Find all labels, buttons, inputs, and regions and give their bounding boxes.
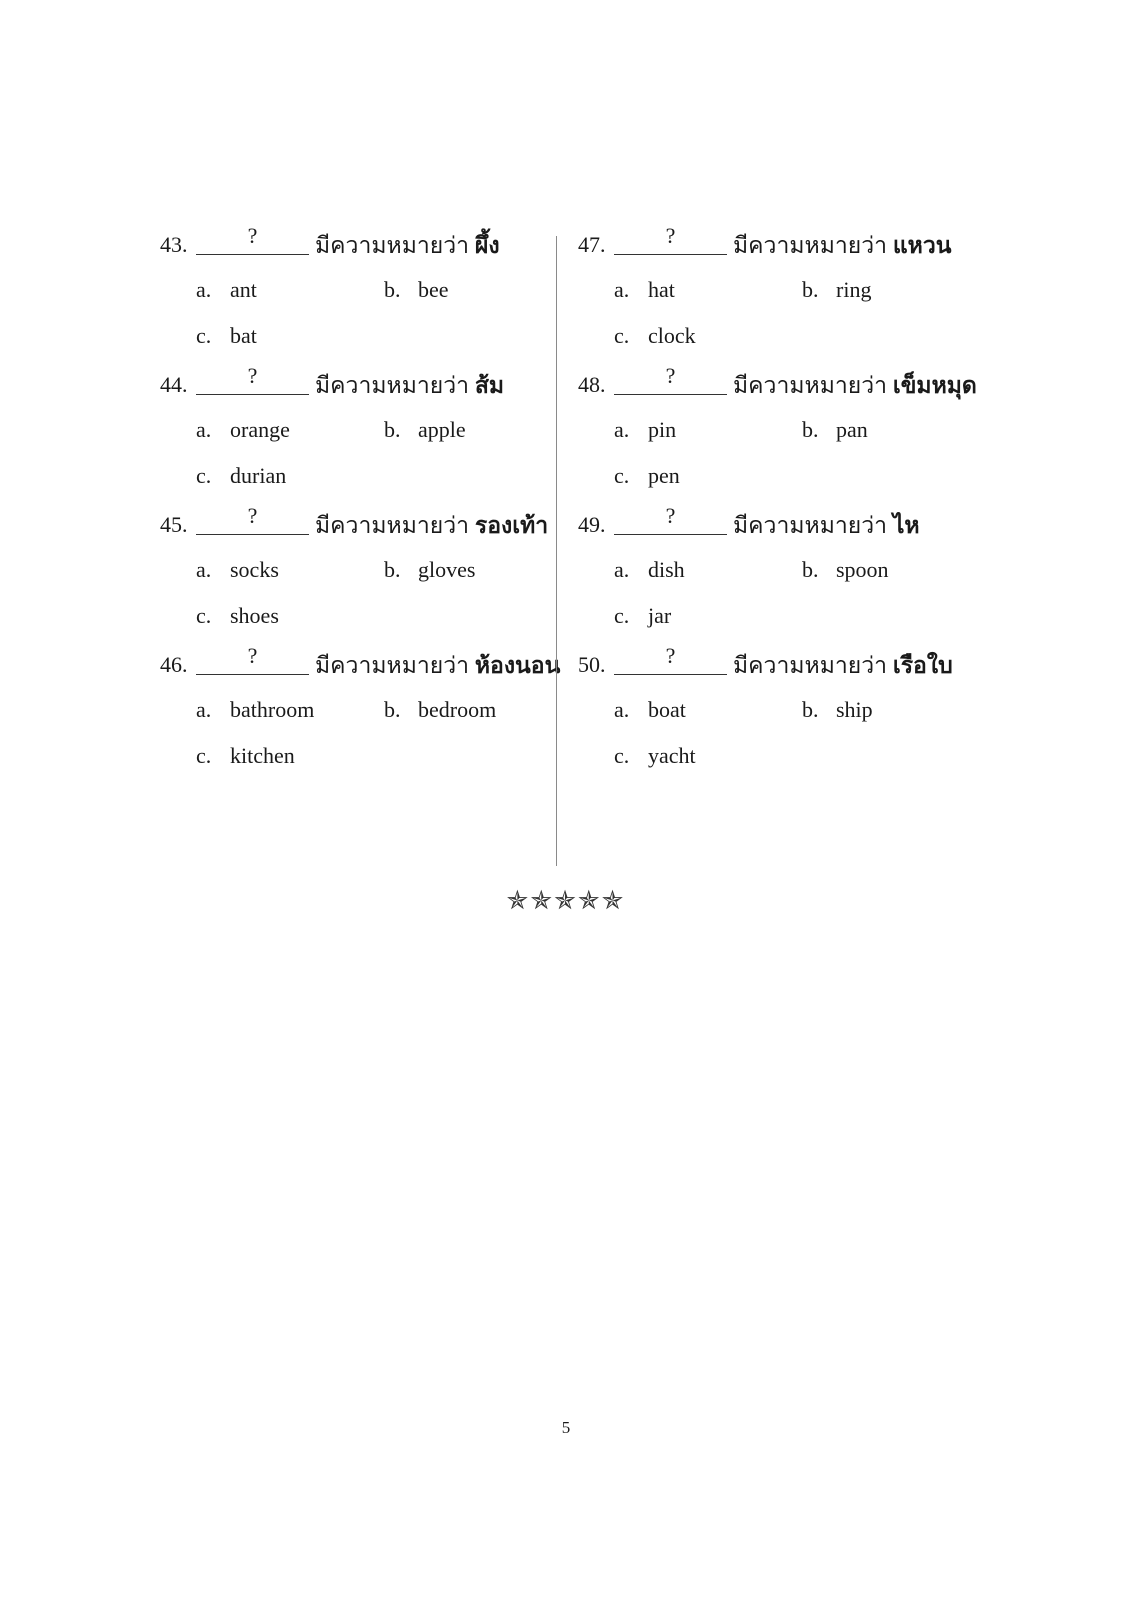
question-49: [578, 504, 978, 644]
option-letter: b.: [802, 277, 819, 302]
option-letter: c.: [196, 463, 212, 488]
option-letter: b.: [802, 417, 819, 442]
option-text: apple: [418, 417, 466, 442]
option-text: ring: [836, 277, 872, 302]
thai-word: เข็มหมุด: [892, 373, 977, 398]
option-b[interactable]: [384, 557, 475, 583]
option-b[interactable]: [802, 697, 873, 723]
option-c[interactable]: [614, 323, 696, 349]
option-text: durian: [230, 463, 287, 488]
meaning-phrase: มีความหมายว่า: [733, 513, 888, 538]
option-text: ant: [230, 277, 257, 302]
option-text: shoes: [230, 603, 279, 628]
thai-word: รองเท้า: [474, 513, 549, 538]
option-letter: a.: [614, 557, 630, 582]
answer-blank[interactable]: ?: [614, 644, 727, 675]
meaning-phrase: มีความหมายว่า: [733, 233, 888, 258]
question-meaning: [315, 508, 548, 544]
question-meaning: [733, 648, 953, 684]
option-c[interactable]: [196, 323, 257, 349]
thai-word: ไห: [892, 513, 920, 538]
question-meaning: [733, 228, 951, 264]
option-text: gloves: [418, 557, 476, 582]
thai-word: ส้ม: [474, 373, 505, 398]
answer-blank[interactable]: ?: [614, 224, 727, 255]
option-letter: c.: [196, 323, 212, 348]
option-b[interactable]: [384, 417, 466, 443]
answer-blank[interactable]: ?: [196, 504, 309, 535]
option-letter: b.: [384, 417, 401, 442]
answer-blank[interactable]: ?: [196, 224, 309, 255]
left-question-column: [160, 224, 560, 784]
option-text: spoon: [836, 557, 889, 582]
question-meaning: [315, 228, 500, 264]
option-letter: a.: [196, 417, 212, 442]
option-text: kitchen: [230, 743, 295, 768]
option-text: orange: [230, 417, 290, 442]
question-43: [160, 224, 560, 364]
question-44: [160, 364, 560, 504]
question-meaning: [315, 368, 504, 404]
meaning-phrase: มีความหมายว่า: [315, 653, 470, 678]
option-letter: b.: [384, 557, 401, 582]
option-a[interactable]: [196, 277, 257, 303]
option-text: pan: [836, 417, 868, 442]
option-text: bee: [418, 277, 449, 302]
option-c[interactable]: [196, 463, 286, 489]
answer-blank[interactable]: ?: [196, 644, 309, 675]
option-c[interactable]: [614, 603, 671, 629]
option-text: jar: [648, 603, 672, 628]
option-b[interactable]: [802, 417, 868, 443]
question-48: [578, 364, 978, 504]
question-47: [578, 224, 978, 364]
question-meaning: [315, 648, 560, 684]
option-letter: c.: [614, 603, 630, 628]
option-a[interactable]: [614, 557, 685, 583]
option-letter: c.: [614, 463, 630, 488]
option-letter: a.: [614, 417, 630, 442]
option-c[interactable]: [196, 743, 295, 769]
option-a[interactable]: [614, 417, 676, 443]
option-a[interactable]: [196, 417, 290, 443]
option-text: dish: [648, 557, 685, 582]
option-b[interactable]: [384, 277, 449, 303]
question-number: 44.: [160, 372, 188, 397]
option-letter: c.: [196, 743, 212, 768]
option-b[interactable]: [384, 697, 496, 723]
option-text: pin: [648, 417, 677, 442]
meaning-phrase: มีความหมายว่า: [315, 373, 470, 398]
option-letter: b.: [384, 697, 401, 722]
option-letter: a.: [196, 277, 212, 302]
option-c[interactable]: [614, 743, 696, 769]
question-number: 47.: [578, 232, 606, 257]
question-number: 50.: [578, 652, 606, 677]
answer-blank[interactable]: ?: [196, 364, 309, 395]
option-letter: a.: [614, 277, 630, 302]
option-text: hat: [648, 277, 675, 302]
option-letter: a.: [196, 557, 212, 582]
option-a[interactable]: [614, 697, 686, 723]
option-letter: b.: [802, 557, 819, 582]
option-a[interactable]: [614, 277, 675, 303]
option-text: bathroom: [230, 697, 315, 722]
option-text: bat: [230, 323, 257, 348]
option-text: clock: [648, 323, 696, 348]
question-number: 43.: [160, 232, 188, 257]
question-number: 48.: [578, 372, 606, 397]
question-number: 49.: [578, 512, 606, 537]
star-separator-icon: ✯✯✯✯✯: [506, 886, 626, 916]
option-text: yacht: [648, 743, 696, 768]
option-text: bedroom: [418, 697, 497, 722]
column-divider: [556, 236, 557, 866]
meaning-phrase: มีความหมายว่า: [315, 233, 470, 258]
page-number: 5: [561, 1418, 571, 1437]
meaning-phrase: มีความหมายว่า: [315, 513, 470, 538]
option-b[interactable]: [802, 557, 889, 583]
question-45: [160, 504, 560, 644]
option-c[interactable]: [614, 463, 680, 489]
right-question-column: [578, 224, 978, 784]
option-a[interactable]: [196, 557, 279, 583]
question-number: 45.: [160, 512, 188, 537]
option-text: ship: [836, 697, 873, 722]
option-text: socks: [230, 557, 279, 582]
meaning-phrase: มีความหมายว่า: [733, 373, 888, 398]
option-letter: c.: [614, 743, 630, 768]
option-letter: c.: [196, 603, 212, 628]
thai-word: แหวน: [892, 233, 952, 258]
question-meaning: [733, 368, 977, 404]
option-letter: b.: [802, 697, 819, 722]
question-meaning: [733, 508, 920, 544]
option-b[interactable]: [802, 277, 871, 303]
answer-blank[interactable]: ?: [614, 504, 727, 535]
thai-word: เรือใบ: [892, 653, 953, 678]
option-text: pen: [648, 463, 680, 488]
option-letter: a.: [196, 697, 212, 722]
option-letter: a.: [614, 697, 630, 722]
option-letter: c.: [614, 323, 630, 348]
thai-word: ห้องนอน: [474, 653, 561, 678]
option-letter: b.: [384, 277, 401, 302]
option-c[interactable]: [196, 603, 279, 629]
thai-word: ผึ้ง: [474, 233, 500, 258]
answer-blank[interactable]: ?: [614, 364, 727, 395]
question-50: [578, 644, 978, 784]
question-number: 46.: [160, 652, 188, 677]
meaning-phrase: มีความหมายว่า: [733, 653, 888, 678]
option-text: boat: [648, 697, 686, 722]
question-46: [160, 644, 560, 784]
option-a[interactable]: [196, 697, 314, 723]
